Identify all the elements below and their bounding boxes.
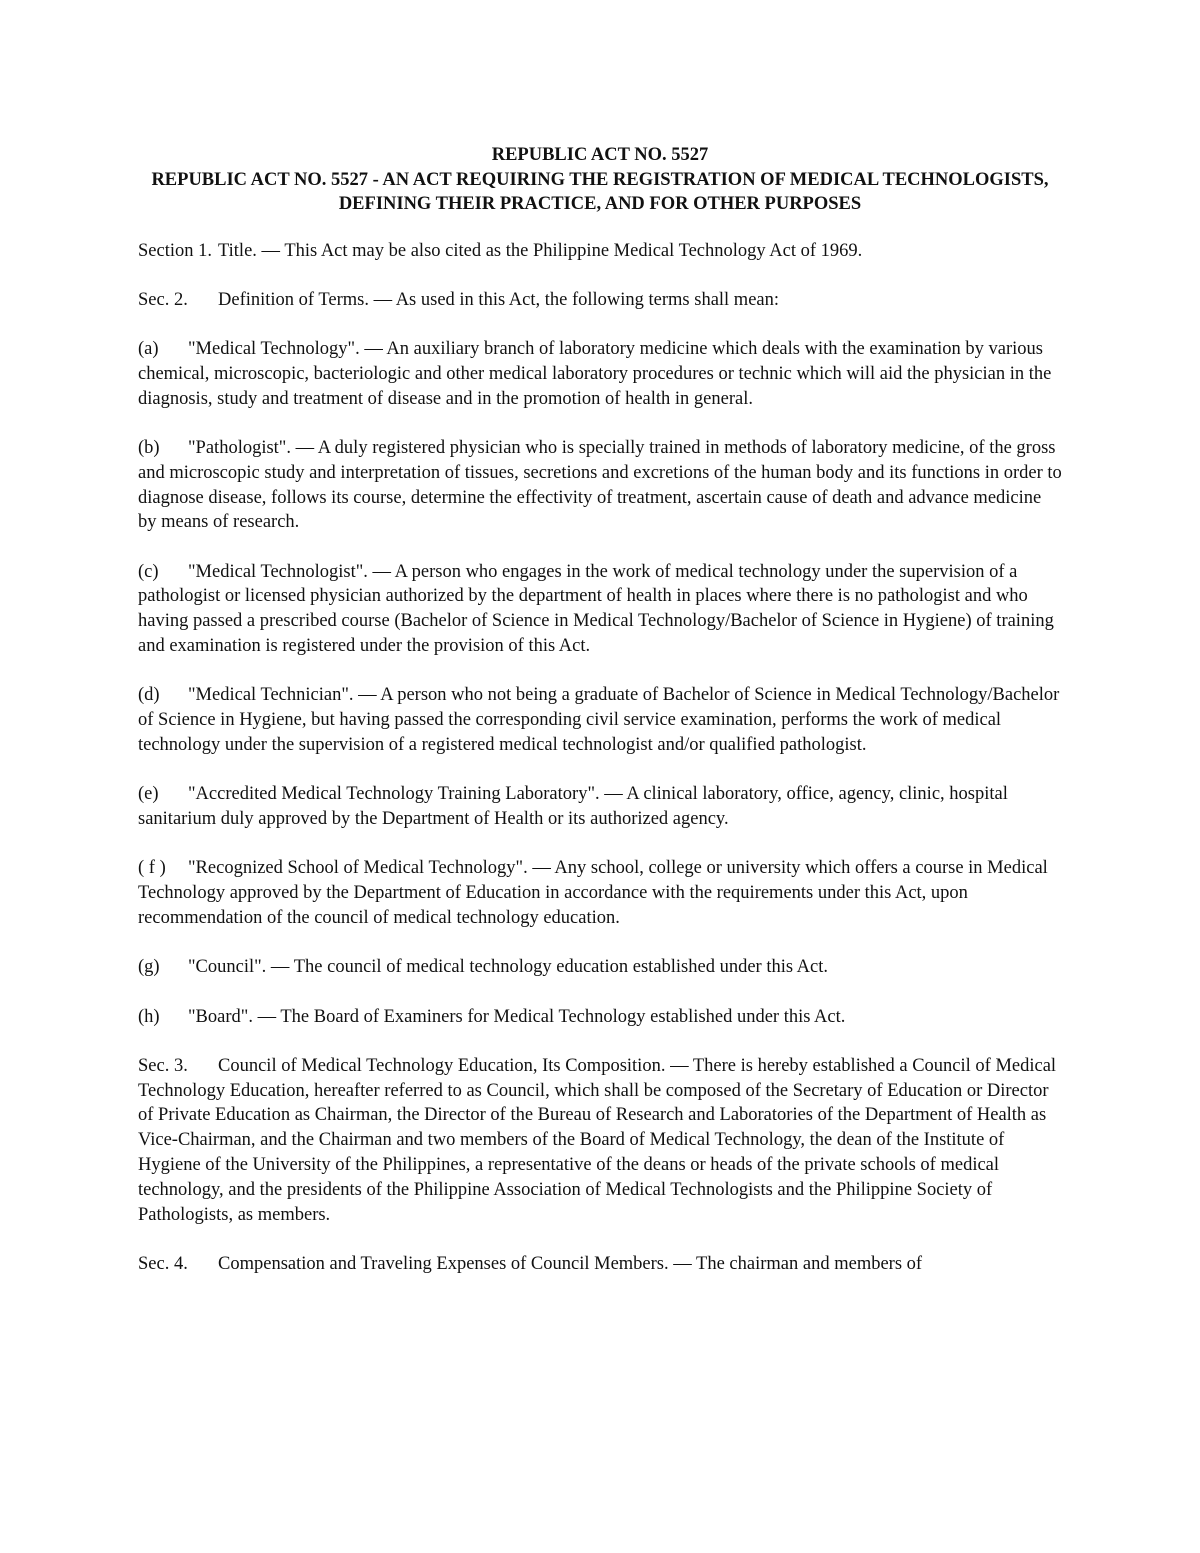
- definition-text: "Medical Technology". — An auxiliary branch of laboratory medicine which deals with the examination by various chemical, microscopic, bacteriologic and other medical laboratory procedures or technic which will aid the physician in the diagnosis, study and treatment of disease and in the promotion of health in general.: [138, 339, 1052, 409]
- definition-text: "Council". — The council of medical technology education established under this Act.: [188, 957, 829, 978]
- definition-text: "Board". — The Board of Examiners for Medical Technology established under this Act.: [188, 1006, 846, 1027]
- definition-label: (d): [138, 685, 160, 706]
- section-label: Section 1.: [138, 240, 212, 261]
- document-title: REPUBLIC ACT NO. 5527: [491, 145, 709, 165]
- section-text: Title. — This Act may be also cited as the Philippine Medical Technology Act of 1969.: [218, 240, 863, 261]
- section-label: Sec. 3.: [138, 1055, 188, 1076]
- section-3: [138, 1054, 1062, 1228]
- section-label: Sec. 2.: [138, 289, 188, 310]
- section-1: [138, 239, 1062, 264]
- definition-e: [138, 782, 1062, 832]
- definition-label: (c): [138, 561, 159, 582]
- definition-g: [138, 955, 1062, 980]
- section-2: [138, 288, 1062, 313]
- document-page: [138, 143, 1062, 1301]
- definition-h: [138, 1005, 1062, 1030]
- definition-label: ( f ): [138, 858, 166, 879]
- definition-label: (a): [138, 339, 159, 360]
- definition-label: (g): [138, 957, 160, 978]
- definition-f: [138, 856, 1062, 930]
- section-text: Definition of Terms. — As used in this Act, the following terms shall mean:: [218, 289, 780, 310]
- document-subtitle: REPUBLIC ACT NO. 5527 - AN ACT REQUIRING THE REGISTRATION OF MEDICAL TECHNOLOGISTS, DEFINING THEIR PRACTICE, AND FOR OTHER PURPOSES: [151, 169, 1049, 214]
- definition-text: "Pathologist". — A duly registered physician who is specially trained in methods of laboratory medicine, of the gross and microscopic study and interpretation of tissues, secretions and excretions of the human body and its functions in order to diagnose disease, follows its course, determine the effectivity of treatment, ascertain cause of death and advance medicine by means of research.: [138, 437, 1062, 533]
- definition-text: "Medical Technologist". — A person who engages in the work of medical technology under the supervision of a pathologist or licensed physician authorized by the department of health in places where there is no pathologist and who having passed a prescribed course (Bachelor of Science in Medical Technology/Bachelor of Science in Hygiene) of training and examination is registered under the provision of this Act.: [138, 561, 1054, 657]
- definition-text: "Medical Technician". — A person who not being a graduate of Bachelor of Science in Medical Technology/Bachelor of Science in Hygiene, but having passed the corresponding civil service examination, performs the work of medical technology under the supervision of a registered medical technologist and/or qualified pathologist.: [138, 685, 1060, 755]
- definition-a: [138, 337, 1062, 411]
- definition-b: [138, 436, 1062, 535]
- section-label: Sec. 4.: [138, 1253, 188, 1274]
- section-text: Council of Medical Technology Education, Its Composition. — There is hereby established a Council of Medical Technology Education, hereafter referred to as Council, which shall be composed of the Secretary of Education or Director of Private Education as Chairman, the Director of the Bureau of Research and Laboratories of the Department of Health as Vice-Chairman, and the Chairman and two members of the Board of Medical Technology, the dean of the Institute of Hygiene of the University of the Philippines, a representative of the deans or heads of the private schools of medical technology, and the presidents of the Philippine Association of Medical Technologists and the Philippine Society of Pathologists, as members.: [138, 1055, 1057, 1225]
- section-4: [138, 1252, 1062, 1277]
- section-text: Compensation and Traveling Expenses of Council Members. — The chairman and members of: [218, 1253, 923, 1274]
- definition-label: (e): [138, 784, 159, 805]
- definition-c: [138, 560, 1062, 659]
- definition-label: (h): [138, 1006, 160, 1027]
- definition-text: "Accredited Medical Technology Training Laboratory". — A clinical laboratory, office, agency, clinic, hospital sanitarium duly approved by the Department of Health or its authorized agency.: [138, 784, 1008, 830]
- definition-d: [138, 683, 1062, 757]
- definition-label: (b): [138, 437, 160, 458]
- definition-text: "Recognized School of Medical Technology". — Any school, college or university which offers a course in Medical Technology approved by the Department of Education in accordance with the requirements under this Act, upon recommendation of the council of medical technology education.: [138, 858, 1048, 928]
